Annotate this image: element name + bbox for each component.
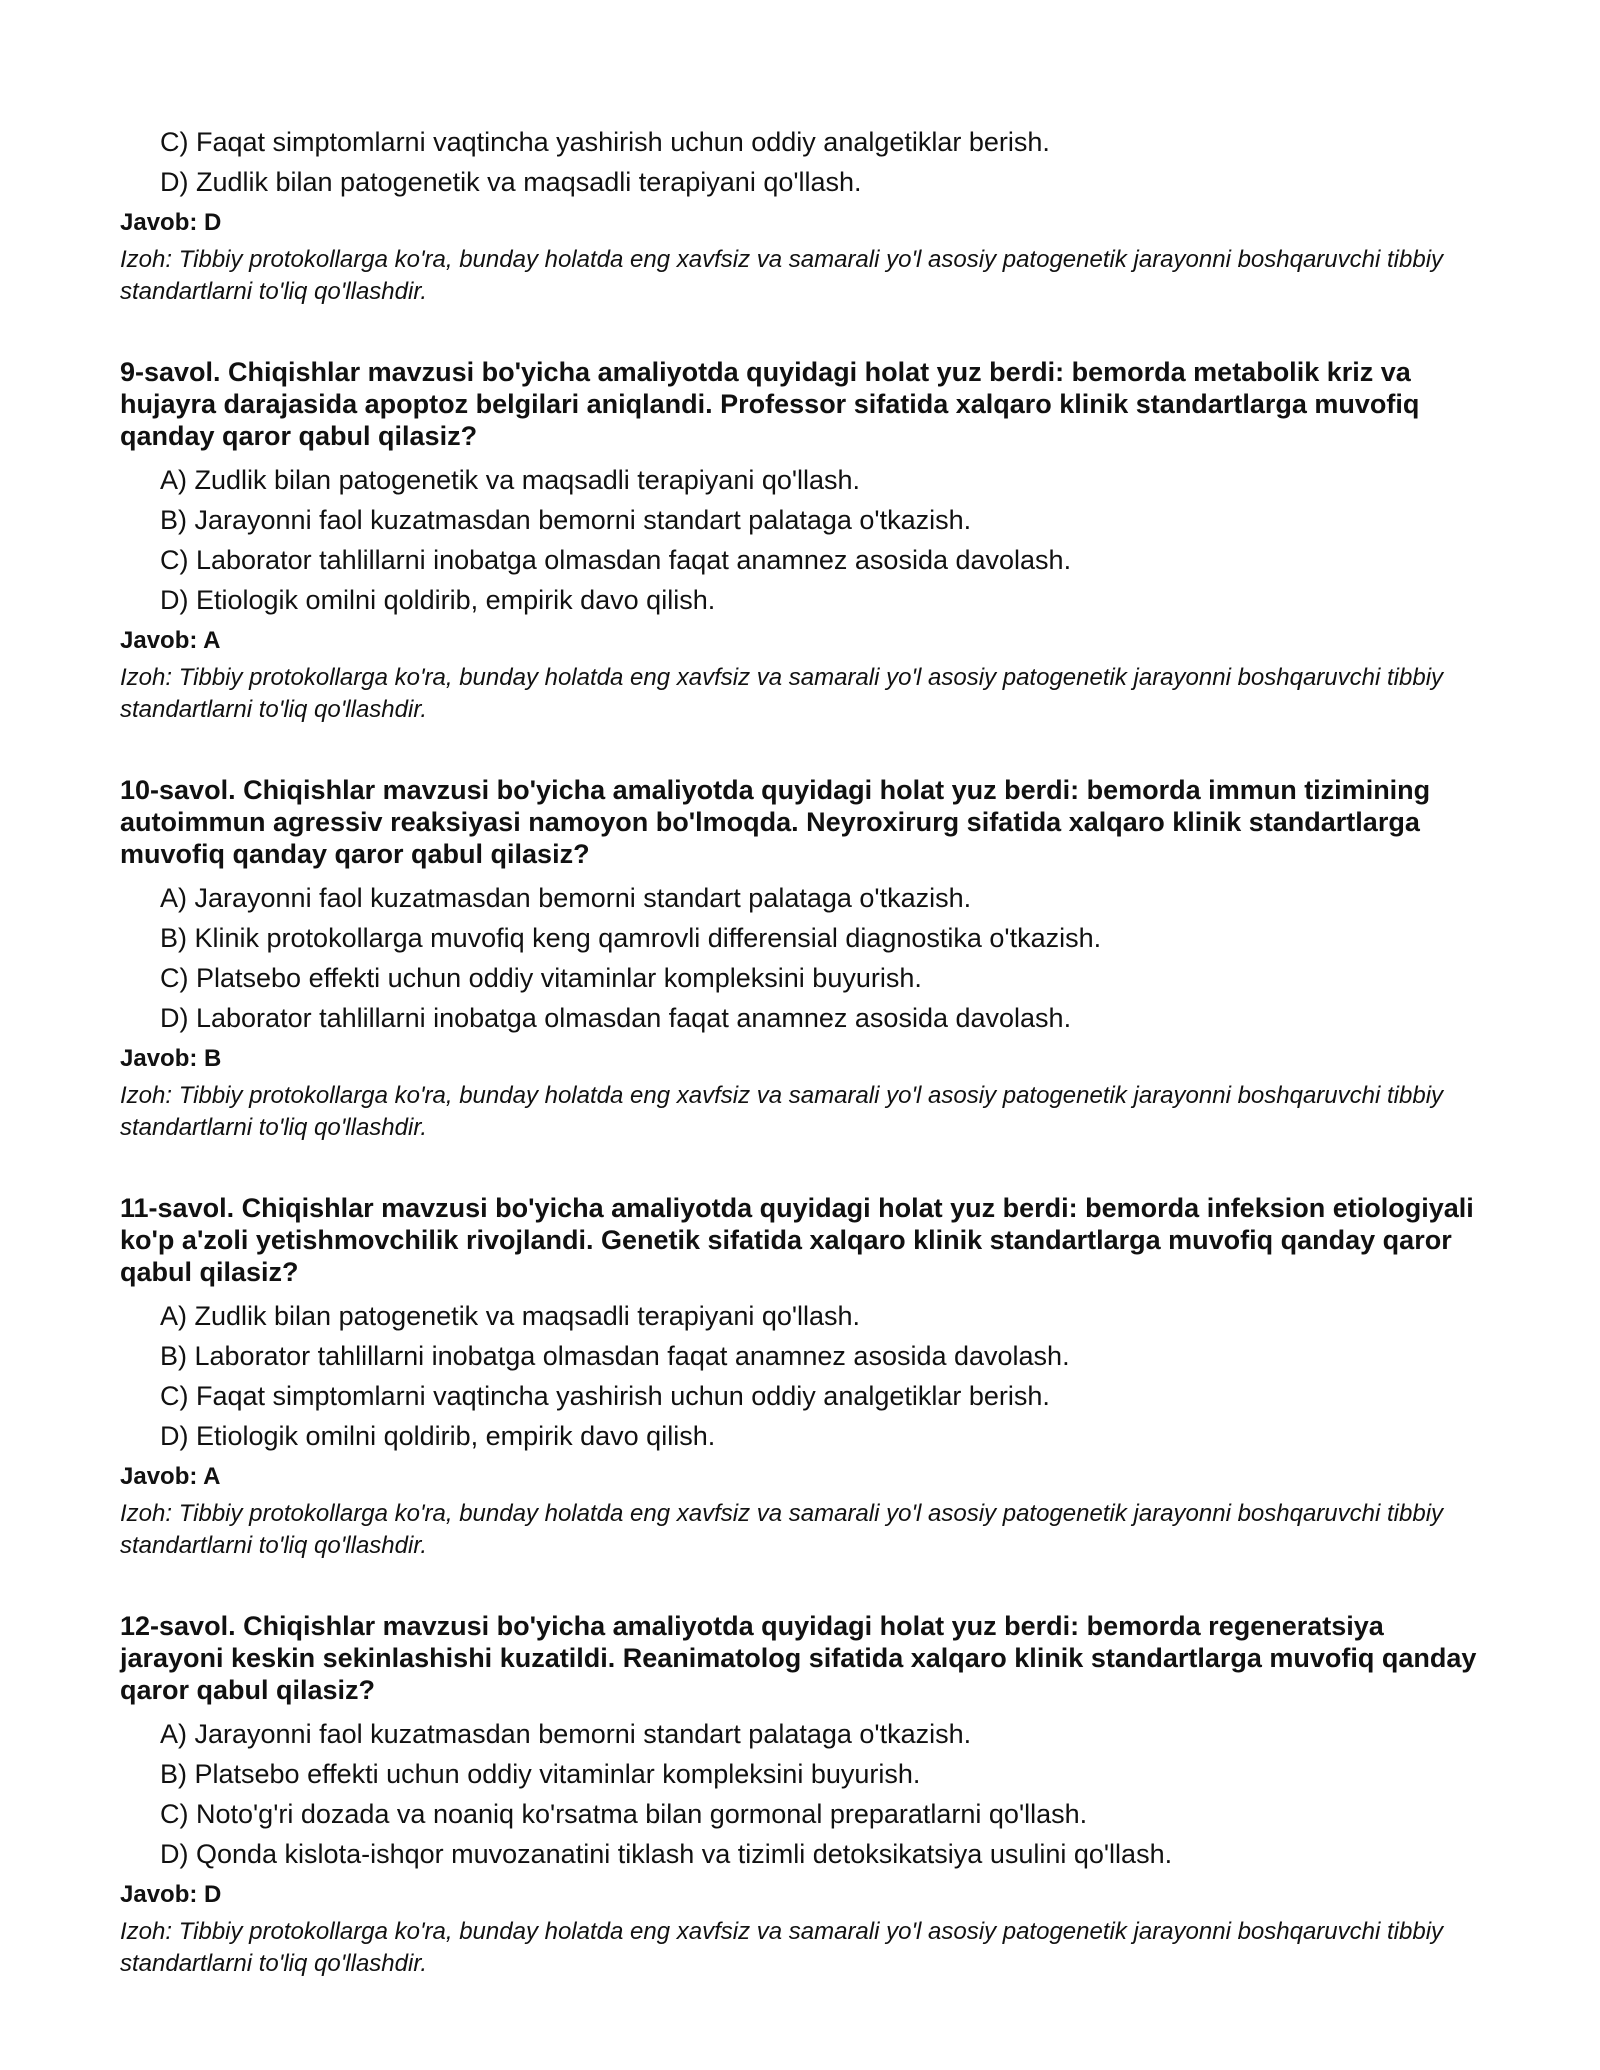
option-b: B) Platsebo effekti uchun oddiy vitaminlar kompleksini buyurish. — [160, 1759, 921, 1789]
option-c: C) Platsebo effekti uchun oddiy vitaminlar kompleksini buyurish. — [160, 963, 922, 993]
explanation-note: Izoh: Tibbiy protokollarga ko'ra, bunday holatda eng xavfsiz va samarali yo'l asosiy patogenetik jarayonni boshqaruvchi tibbiy standartlarni to'liq qo'llashdir. — [120, 1082, 1444, 1141]
explanation-note: Izoh: Tibbiy protokollarga ko'ra, bunday holatda eng xavfsiz va samarali yo'l asosiy patogenetik jarayonni boshqaruvchi tibbiy standartlarni to'liq qo'llashdir. — [120, 1500, 1444, 1559]
option-d: D) Etiologik omilni qoldirib, empirik davo qilish. — [160, 585, 716, 615]
answer: Javob: D — [120, 209, 222, 236]
question-8-continuation — [120, 122, 1480, 308]
answer: Javob: D — [120, 1881, 222, 1908]
explanation-note: Izoh: Tibbiy protokollarga ko'ra, bunday holatda eng xavfsiz va samarali yo'l asosiy patogenetik jarayonni boshqaruvchi tibbiy standartlarni to'liq qo'llashdir. — [120, 246, 1444, 305]
option-b: B) Klinik protokollarga muvofiq keng qamrovli differensial diagnostika o'tkazish. — [160, 923, 1102, 953]
question-11 — [120, 1192, 1480, 1562]
option-c: C) Laborator tahlillarni inobatga olmasdan faqat anamnez asosida davolash. — [160, 545, 1072, 575]
explanation-note: Izoh: Tibbiy protokollarga ko'ra, bunday holatda eng xavfsiz va samarali yo'l asosiy patogenetik jarayonni boshqaruvchi tibbiy standartlarni to'liq qo'llashdir. — [120, 1918, 1444, 1977]
option-d: D) Qonda kislota-ishqor muvozanatini tiklash va tizimli detoksikatsiya usulini qo'llash. — [160, 1839, 1173, 1869]
option-a: A) Jarayonni faol kuzatmasdan bemorni standart palataga o'tkazish. — [160, 1719, 972, 1749]
option-a: A) Jarayonni faol kuzatmasdan bemorni standart palataga o'tkazish. — [160, 883, 972, 913]
question-title: 12-savol. Chiqishlar mavzusi bo'yicha amaliyotda quyidagi holat yuz berdi: bemorda regeneratsiya jarayoni keskin sekinlashishi kuzatildi. Reanimatolog sifatida xalqaro klinik standartlarga muvofiq qanday qaror qabul qilasiz? — [120, 1611, 1477, 1705]
option-c: C) Faqat simptomlarni vaqtincha yashirish uchun oddiy analgetiklar berish. — [160, 1381, 1050, 1411]
option-b: B) Jarayonni faol kuzatmasdan bemorni standart palataga o'tkazish. — [160, 505, 972, 535]
question-title: 10-savol. Chiqishlar mavzusi bo'yicha amaliyotda quyidagi holat yuz berdi: bemorda immun tizimining autoimmun agressiv reaksiyasi namoyon bo'lmoqda. Neyroxirurg sifatida xalqaro klinik standartlarga muvofiq qanday qaror qabul qilasiz? — [120, 775, 1431, 869]
question-9 — [120, 356, 1480, 726]
question-title: 11-savol. Chiqishlar mavzusi bo'yicha amaliyotda quyidagi holat yuz berdi: bemorda infeksion etiologiyali ko'p a'zoli yetishmovchilik rivojlandi. Genetik sifatida xalqaro klinik standartlarga muvofiq qanday qaror qabul qilasiz? — [120, 1193, 1474, 1287]
option-d: D) Zudlik bilan patogenetik va maqsadli terapiyani qo'llash. — [160, 167, 862, 197]
option-c: C) Faqat simptomlarni vaqtincha yashirish uchun oddiy analgetiklar berish. — [160, 127, 1050, 157]
answer: Javob: B — [120, 1045, 222, 1072]
option-d: D) Etiologik omilni qoldirib, empirik davo qilish. — [160, 1421, 716, 1451]
option-a: A) Zudlik bilan patogenetik va maqsadli terapiyani qo'llash. — [160, 1301, 861, 1331]
option-c: C) Noto'g'ri dozada va noaniq ko'rsatma bilan gormonal preparatlarni qo'llash. — [160, 1799, 1088, 1829]
option-b: B) Laborator tahlillarni inobatga olmasdan faqat anamnez asosida davolash. — [160, 1341, 1070, 1371]
option-a: A) Zudlik bilan patogenetik va maqsadli terapiyani qo'llash. — [160, 465, 861, 495]
question-10 — [120, 774, 1480, 1144]
explanation-note: Izoh: Tibbiy protokollarga ko'ra, bunday holatda eng xavfsiz va samarali yo'l asosiy patogenetik jarayonni boshqaruvchi tibbiy standartlarni to'liq qo'llashdir. — [120, 664, 1444, 723]
answer: Javob: A — [120, 1463, 221, 1490]
question-12 — [120, 1610, 1480, 1980]
question-title: 9-savol. Chiqishlar mavzusi bo'yicha amaliyotda quyidagi holat yuz berdi: bemorda metabolik kriz va hujayra darajasida apoptoz belgilari aniqlandi. Professor sifatida xalqaro klinik standartlarga muvofiq qanday qaror qabul qilasiz? — [120, 357, 1420, 451]
option-d: D) Laborator tahlillarni inobatga olmasdan faqat anamnez asosida davolash. — [160, 1003, 1072, 1033]
answer: Javob: A — [120, 627, 221, 654]
